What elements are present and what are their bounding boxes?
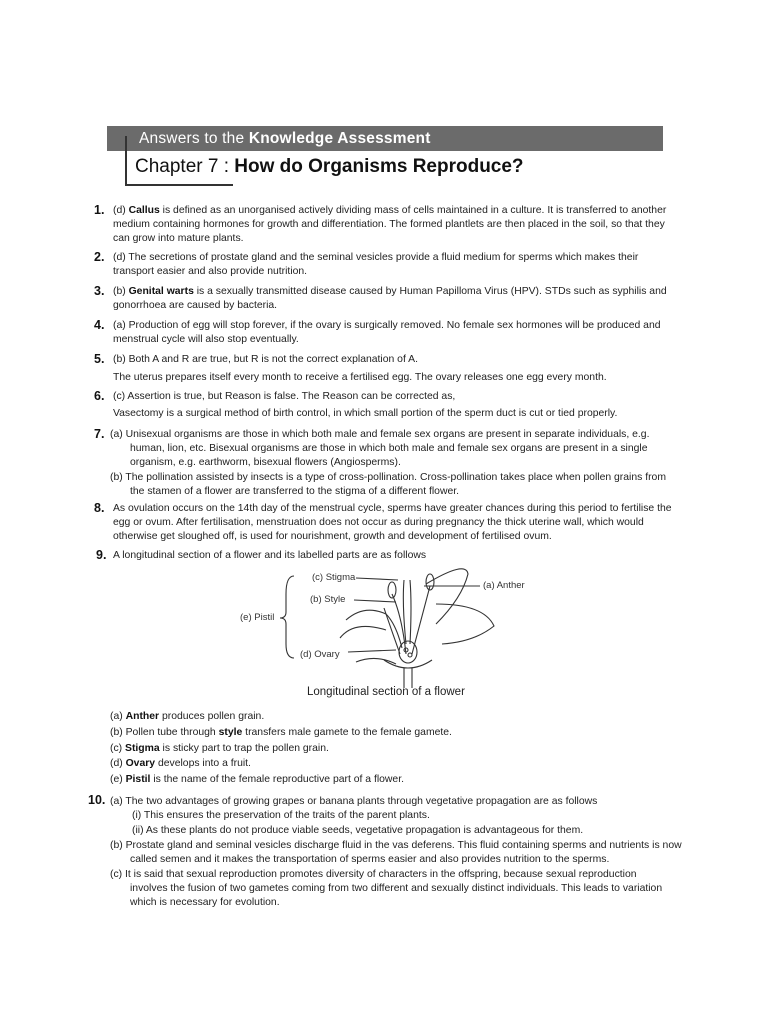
question-number: 5. bbox=[94, 352, 105, 366]
answer-line: The uterus prepares itself every month to receive a fertilised egg. The ovary releases one egg every month. bbox=[113, 372, 607, 383]
answer-line: human, lion, etc. Bisexual organisms are those in which both male and female sex organs are present in a single bbox=[130, 443, 648, 454]
answer-line: (c) Assertion is true, but Reason is false. The Reason can be corrected as, bbox=[113, 391, 456, 402]
answer-line: A longitudinal section of a flower and its labelled parts are as follows bbox=[113, 550, 427, 561]
answer-line: called semen and it makes the transportation of sperms easier and also provides nutrition to the sperms. bbox=[130, 854, 610, 865]
question-number: 6. bbox=[94, 389, 105, 403]
answer-line: (d) Ovary develops into a fruit. bbox=[110, 758, 251, 769]
answer-line: otherwise get sloughed off, is used for nourishment, growth and development of fertilised ovum. bbox=[113, 531, 552, 542]
answer-line: (a) Production of egg will stop forever, if the ovary is surgically removed. No female sex hormones will be produced and bbox=[113, 320, 661, 331]
answer-line: (ii) As these plants do not produce viable seeds, vegetative propagation is advantageous for them. bbox=[132, 825, 584, 836]
answer-line: (b) Prostate gland and seminal vesicles discharge fluid in the vas deferens. This fluid containing sperms and nutrients is now bbox=[110, 840, 682, 851]
answer-line: (c) It is said that sexual reproduction promotes diversity of characters in the offspring, because sexual reproduction bbox=[110, 869, 637, 880]
answer-line: (c) Stigma is sticky part to trap the pollen grain. bbox=[110, 743, 329, 754]
answer-line: (a) The two advantages of growing grapes or banana plants through vegetative propagation are as follows bbox=[110, 796, 598, 807]
question-number: 10. bbox=[88, 793, 106, 807]
question-number: 2. bbox=[94, 250, 105, 264]
figure-caption: Longitudinal section of a flower bbox=[307, 686, 465, 698]
answer-line: involves the fusion of two gametes coming from two different and sexually distinct individuals. This leads to variation bbox=[130, 883, 663, 894]
answer-line: can grow into mature plants. bbox=[113, 233, 244, 244]
label-style: (b) Style bbox=[310, 594, 346, 605]
banner-title: Answers to the Knowledge Assessment bbox=[139, 130, 431, 147]
answer-line: gonorrhoea are caused by bacteria. bbox=[113, 300, 278, 311]
question-number: 1. bbox=[94, 203, 105, 217]
answer-line: (d) The secretions of prostate gland and the seminal vesicles provide a fluid medium for sperms which makes their bbox=[113, 252, 639, 263]
answer-line: menstrual cycle will also stop eventually. bbox=[113, 334, 299, 345]
question-number: 8. bbox=[94, 501, 105, 515]
pistil-brace bbox=[280, 576, 294, 658]
answer-line: which is necessary for evolution. bbox=[130, 897, 280, 908]
question-number: 9. bbox=[96, 548, 107, 562]
answer-line: (d) Callus is defined as an unorganised actively dividing mass of cells maintained in a culture. It is transferred to another bbox=[113, 205, 667, 216]
answer-line: medium containing hormones for growth and differentiation. The formed plantlets are then placed in the soil, so that they bbox=[113, 219, 665, 230]
answer-line: (b) Pollen tube through style transfers male gamete to the female gamete. bbox=[110, 727, 452, 738]
answer-line: (i) This ensures the preservation of the traits of the parent plants. bbox=[132, 810, 430, 821]
answer-line: organism, e.g. earthworm, bisexual flowers (Angiosperms). bbox=[130, 457, 401, 468]
answer-line: (b) Both A and R are true, but R is not the correct explanation of A. bbox=[113, 354, 418, 365]
answer-line: the stamen of a flower are transferred to the stigma of a different flower. bbox=[130, 486, 460, 497]
answer-line: (a) Unisexual organisms are those in which both male and female sex organs are present in separate individuals, e.g. bbox=[110, 429, 650, 440]
label-ovary: (d) Ovary bbox=[300, 649, 340, 660]
answer-line: As ovulation occurs on the 14th day of the menstrual cycle, sperms have greater chances during this period to fertilise the bbox=[113, 503, 672, 514]
answer-line: (e) Pistil is the name of the female reproductive part of a flower. bbox=[110, 774, 404, 785]
label-stigma: (c) Stigma bbox=[312, 572, 356, 583]
answer-line: Vasectomy is a surgical method of birth control, in which small portion of the sperm duct is cut or tied properly. bbox=[113, 408, 618, 419]
answer-line: egg or ovum. After fertilisation, menstruation does not occur as during pregnancy the thick uterine wall, which would bbox=[113, 517, 644, 528]
question-number: 4. bbox=[94, 318, 105, 332]
answer-line: (b) The pollination assisted by insects is a type of cross-pollination. Cross-pollination takes place when pollen grains from bbox=[110, 472, 666, 483]
question-number: 3. bbox=[94, 284, 105, 298]
label-pistil: (e) Pistil bbox=[240, 612, 275, 623]
label-anther: (a) Anther bbox=[483, 580, 525, 591]
answer-line: (a) Anther produces pollen grain. bbox=[110, 711, 265, 722]
chapter-title: Chapter 7 : How do Organisms Reproduce? bbox=[135, 156, 524, 177]
answer-line: (b) Genital warts is a sexually transmitted disease caused by Human Papilloma Virus (HPV). STDs such as syphilis and bbox=[113, 286, 667, 297]
question-number: 7. bbox=[94, 427, 105, 441]
answer-line: transport easier and also provide nutrition. bbox=[113, 266, 308, 277]
